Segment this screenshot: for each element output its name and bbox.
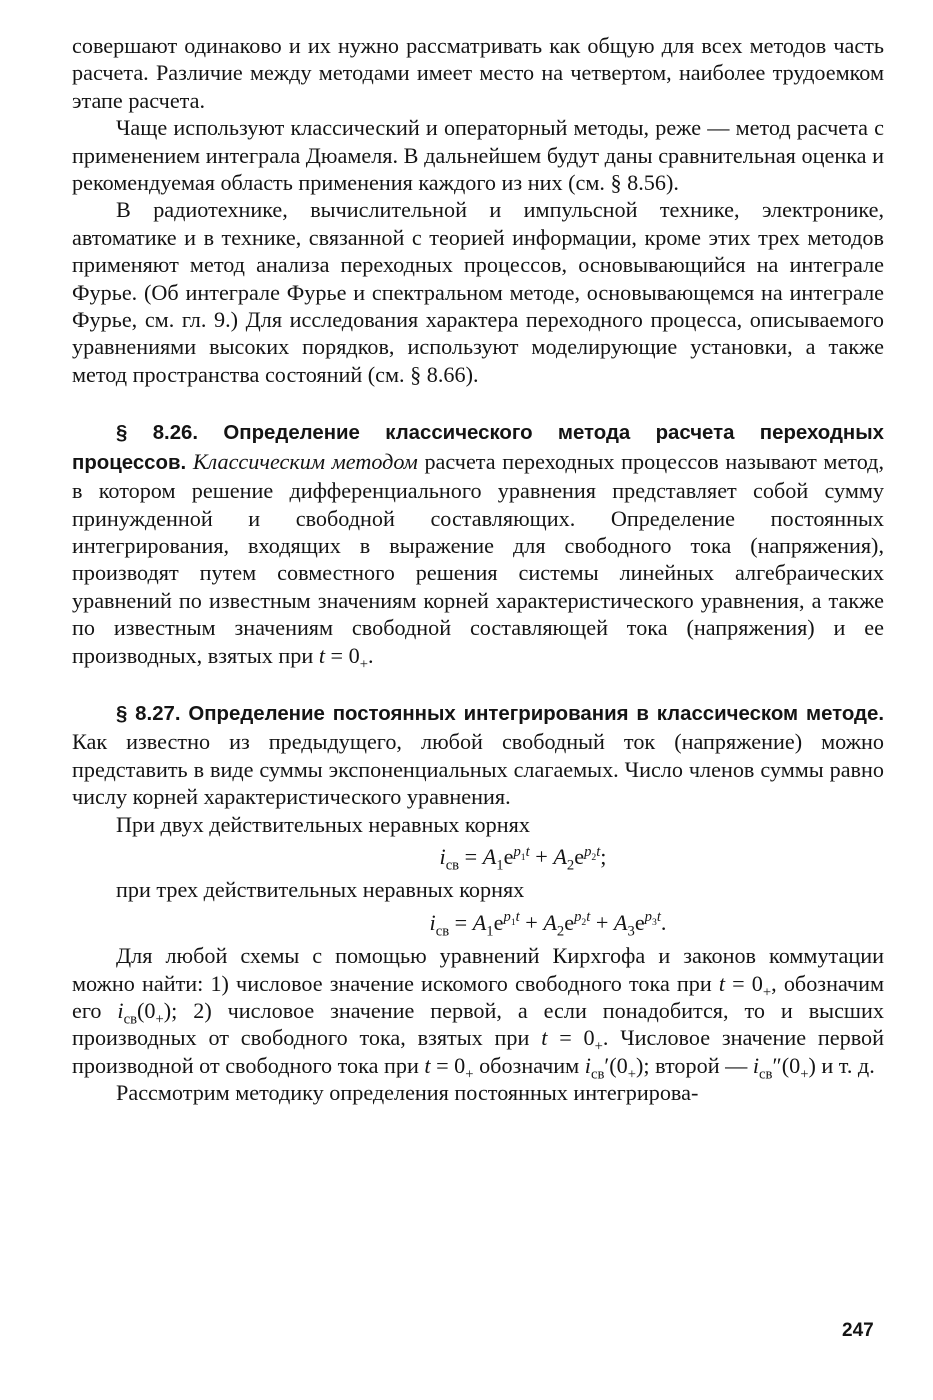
section-8-26: § 8.26. Определение классического метода расчета переходных процессов. Классическим методом расчета переходных процессов называют метод, в котором решение дифференциального уравнения представляет собой сумму принужденной и свободной составляющих. Определение постоянных интегрирования, входящих в выражение для свободного тока (напряжения), производят путем совместного решения системы линейных алгебраических уравнений по известным значениям корней характеристического уравнения, а также по известным значениям свободной составляющей тока (напряжения) и ее производных, взятых при $t = 0_+$. — [72, 422, 884, 672]
formula-three-roots: $i_{св} = A_1e^{p_1t} + A_2e^{p_2t} + A_3e^{p_3t}$. — [429, 909, 667, 940]
section-8-27-text: Как известно из предыдущего, любой свободный ток (напряжение) можно представить в виде суммы экспоненциальных слагаемых. Число членов суммы равно числу корней характеристического уравнения. — [72, 729, 884, 810]
paragraph-2: Чаще используют классический и операторный методы, реже — метод расчета с применением интеграла Дюамеля. В дальнейшем будут даны сравнительная оценка и рекомендуемая область применения каждого из них (см. § 8.56). — [72, 115, 884, 196]
paragraph-3: В радиотехнике, вычислительной и импульсной технике, электронике, автоматике и в технике, связанной с теорией информации, кроме этих трех методов применяют метод анализа переходных процессов, основывающийся на интеграле Фурье. (Об интеграле Фурье и спектральном методе, основывающемся на интеграле Фурье, см. гл. 9.) Для исследования характера переходного процесса, описываемого уравнениями высоких порядков, используют моделирующие установки, а также метод пространства состояний (см. § 8.66). — [72, 197, 884, 387]
section-8-26-text: расчета переходных процессов называют метод, в котором решение дифференциального уравнения представляет собой сумму принужденной и свободной составляющих. Определение постоянных интегрирования, входящих в выражение для свободного тока (напряжения), производят путем совместного решения системы линейных алгебраических уравнений по известным значениям корней характеристического уравнения, а также по известным значениям свободной составляющей тока (напряжения) и ее производных, взятых при — [72, 448, 884, 668]
section-8-26-term: Классическим методом — [192, 448, 418, 474]
two-roots-line: При двух действительных неравных корнях — [116, 811, 530, 837]
kirchhoff-paragraph: Для любой схемы с помощью уравнений Кирхгофа и законов коммутации можно найти: 1) числовое значение искомого свободного тока при $t = 0_+$, обозначим его $i_{св}(0_+)$; 2) числовое значение первой, а если понадобится, то и высших производных от свободного тока, взятых при $t = 0_+$. Числовое значение первой производной от свободного тока при $t = 0_+$ обозначим $i_{св}'(0_+)$; второй — $i_{св}''(0_+)$ и т. д. — [72, 943, 885, 1083]
section-8-27-heading: § 8.27. Определение постоянных интегрирования в классическом методе. — [116, 702, 884, 725]
three-roots-line: при трех действительных неравных корнях — [116, 877, 525, 903]
paragraph-1: совершают одинаково и их нужно рассматривать как общую для всех методов часть расчета. Различие между методами имеет место на четвертом, наиболее трудоемком этапе расчета. — [72, 33, 884, 113]
last-line: Рассмотрим методику определения постоянных интегрирова- — [116, 1080, 699, 1106]
page-number: 247 — [842, 1320, 874, 1341]
page-body — [72, 32, 884, 1107]
section-8-27 — [72, 699, 884, 811]
formula-two-roots: $i_{св} = A_1e^{p_1t} + A_2e^{p_2t}$; — [439, 843, 607, 874]
section-8-26-heading: § 8.26. Определение классического метода расчета переходных процессов. — [72, 422, 884, 474]
